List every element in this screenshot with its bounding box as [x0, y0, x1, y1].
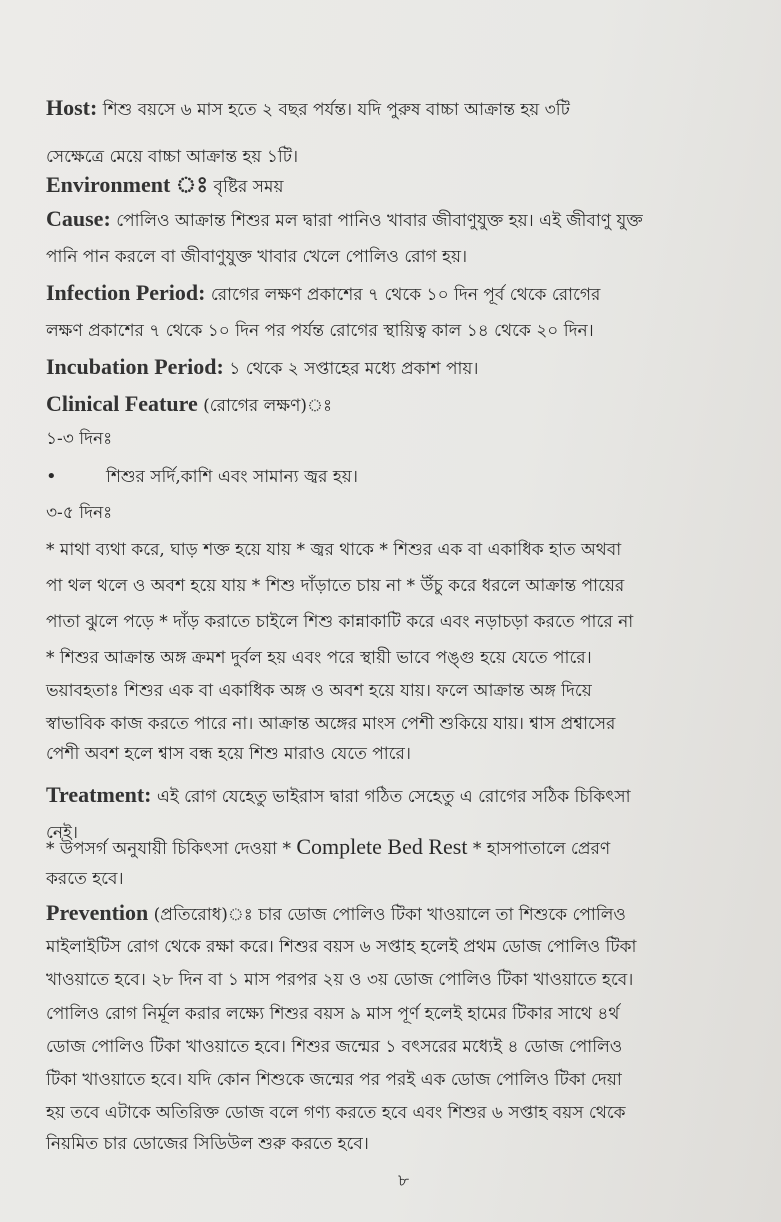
bullet-icon: •: [46, 466, 57, 487]
treatment-text: * হাসপাতালে প্রেরণ: [472, 839, 611, 859]
host-line-2: সেক্ষেত্রে মেয়ে বাচ্চা আক্রান্ত হয় ১টি।: [46, 147, 299, 167]
prevention-line: ডোজ পোলিও টিকা খাওয়াতে হবে। শিশুর জন্মের ১ বৎসরের মধ্যেই ৪ ডোজ পোলিও: [46, 1037, 623, 1057]
days-1-3-bullet-item: [46, 466, 358, 488]
infection-text: রোগের লক্ষণ প্রকাশের ৭ থেকে ১০ দিন পূর্ব থেকে রোগের: [210, 285, 601, 305]
prevention-line: পোলিও রোগ নির্মূল করার লক্ষ্যে শিশুর বয়স ৯ মাস পূর্ণ হলেই হামের টিকার সাথে ৪র্থ: [46, 1004, 620, 1024]
clinical-heading: [46, 393, 332, 417]
severity-line: পেশী অবশ হলে শ্বাস বন্ধ হয়ে শিশু মারাও যেতে পারে।: [46, 744, 411, 764]
incubation-line: [46, 356, 479, 380]
cause-line-2: পানি পান করলে বা জীবাণুযুক্ত খাবার খেলে পোলিও রোগ হয়।: [46, 247, 468, 267]
severity-line: ভয়াবহতাঃ শিশুর এক বা একাধিক অঙ্গ ও অবশ হয়ে যায়। ফলে আক্রান্ত অঙ্গ দিয়ে: [46, 681, 592, 701]
page-number: ৮: [398, 1171, 410, 1191]
incubation-label: Incubation Period:: [46, 354, 224, 379]
treatment-line-2: নেই।: [46, 823, 78, 843]
days-1-3-heading: ১-৩ দিনঃ: [46, 429, 113, 449]
days-3-5-line: * শিশুর আক্রান্ত অঙ্গ ক্রমশ দুর্বল হয় এবং পরে স্থায়ী ভাবে পঙ্গু হয়ে যেতে পারে।: [46, 648, 592, 668]
prevention-line: নিয়মিত চার ডোজের সিডিউল শুরু করতে হবে।: [46, 1134, 369, 1154]
prevention-line: হয় তবে এটাকে অতিরিক্ত ডোজ বলে গণ্য করতে হবে এবং শিশুর ৬ সপ্তাহ বয়স থেকে: [46, 1103, 626, 1123]
treatment-text: এই রোগ যেহেতু ভাইরাস দ্বারা গঠিত সেহেতু এ রোগের সঠিক চিকিৎসা: [156, 787, 631, 807]
host-label: Host:: [46, 95, 98, 120]
infection-line-1: [46, 282, 600, 306]
infection-label: Infection Period:: [46, 280, 206, 305]
prevention-label: Prevention: [46, 900, 149, 925]
infection-line-2: লক্ষণ প্রকাশের ৭ থেকে ১০ দিন পর পর্যন্ত রোগের স্থায়িত্ব কাল ১৪ থেকে ২০ দিন।: [46, 321, 594, 341]
treatment-text: * উপসর্গ অনুযায়ী চিকিৎসা দেওয়া *: [46, 839, 291, 859]
clinical-label: Clinical Feature: [46, 391, 198, 416]
environment-line: [46, 174, 283, 198]
cause-label: Cause:: [46, 206, 111, 231]
prevention-line-1: [46, 902, 626, 926]
prevention-line: মাইলাইটিস রোগ থেকে রক্ষা করে। শিশুর বয়স ৬ সপ্তাহ হলেই প্রথম ডোজ পোলিও টিকা: [46, 937, 637, 957]
complete-bed-rest: Complete Bed Rest: [296, 834, 468, 859]
prevention-line: খাওয়াতে হবে। ২৮ দিন বা ১ মাস পরপর ২য় ও ৩য় ডোজ পোলিও টিকা খাওয়াতে হবে।: [46, 970, 634, 990]
incubation-text: ১ থেকে ২ সপ্তাহের মধ্যে প্রকাশ পায়।: [229, 359, 479, 379]
treatment-line-3: [46, 836, 610, 860]
severity-line: স্বাভাবিক কাজ করতে পারে না। আক্রান্ত অঙ্গের মাংস পেশী শুকিয়ে যায়। শ্বাস প্রশ্বাসের: [46, 714, 616, 734]
cause-text: পোলিও আক্রান্ত শিশুর মল দ্বারা পানিও খাবার জীবাণুযুক্ত হয়। এই জীবাণু যুক্ত: [116, 211, 643, 231]
days-3-5-line: পাতা ঝুলে পড়ে * দাঁড় করাতে চাইলে শিশু কান্নাকাটি করে এবং নড়াচড়া করতে পারে না: [46, 612, 634, 632]
treatment-label: Treatment:: [46, 782, 152, 807]
treatment-line-4: করতে হবে।: [46, 869, 124, 889]
days-3-5-heading: ৩-৫ দিনঃ: [46, 503, 113, 523]
environment-label: Environment ঃ: [46, 172, 209, 197]
prevention-text: চার ডোজ পোলিও টিকা খাওয়ালে তা শিশুকে পোলিও: [258, 905, 626, 925]
host-text: শিশু বয়সে ৬ মাস হতে ২ বছর পর্যন্ত। যদি পুরুষ বাচ্চা আক্রান্ত হয় ৩টি: [102, 100, 570, 120]
environment-text: বৃষ্টির সময়: [213, 177, 284, 197]
host-line-1: [46, 97, 570, 121]
days-3-5-line: * মাথা ব্যথা করে, ঘাড় শক্ত হয়ে যায় * জ্বর থাকে * শিশুর এক বা একাধিক হাত অথবা: [46, 540, 622, 560]
prevention-line: টিকা খাওয়াতে হবে। যদি কোন শিশুকে জন্মের পর পরই এক ডোজ পোলিও টিকা দেয়া: [46, 1070, 622, 1090]
prevention-label-bn: (প্রতিরোধ)ঃ: [153, 905, 253, 925]
bullet-text: শিশুর সর্দি,কাশি এবং সামান্য জ্বর হয়।: [106, 467, 358, 487]
treatment-line-1: [46, 784, 631, 808]
cause-line-1: [46, 208, 643, 232]
clinical-label-bn: (রোগের লক্ষণ)ঃ: [203, 396, 333, 416]
days-3-5-line: পা থল থলে ও অবশ হয়ে যায় * শিশু দাঁড়াতে চায় না * উঁচু করে ধরলে আক্রান্ত পায়ের: [46, 576, 625, 596]
